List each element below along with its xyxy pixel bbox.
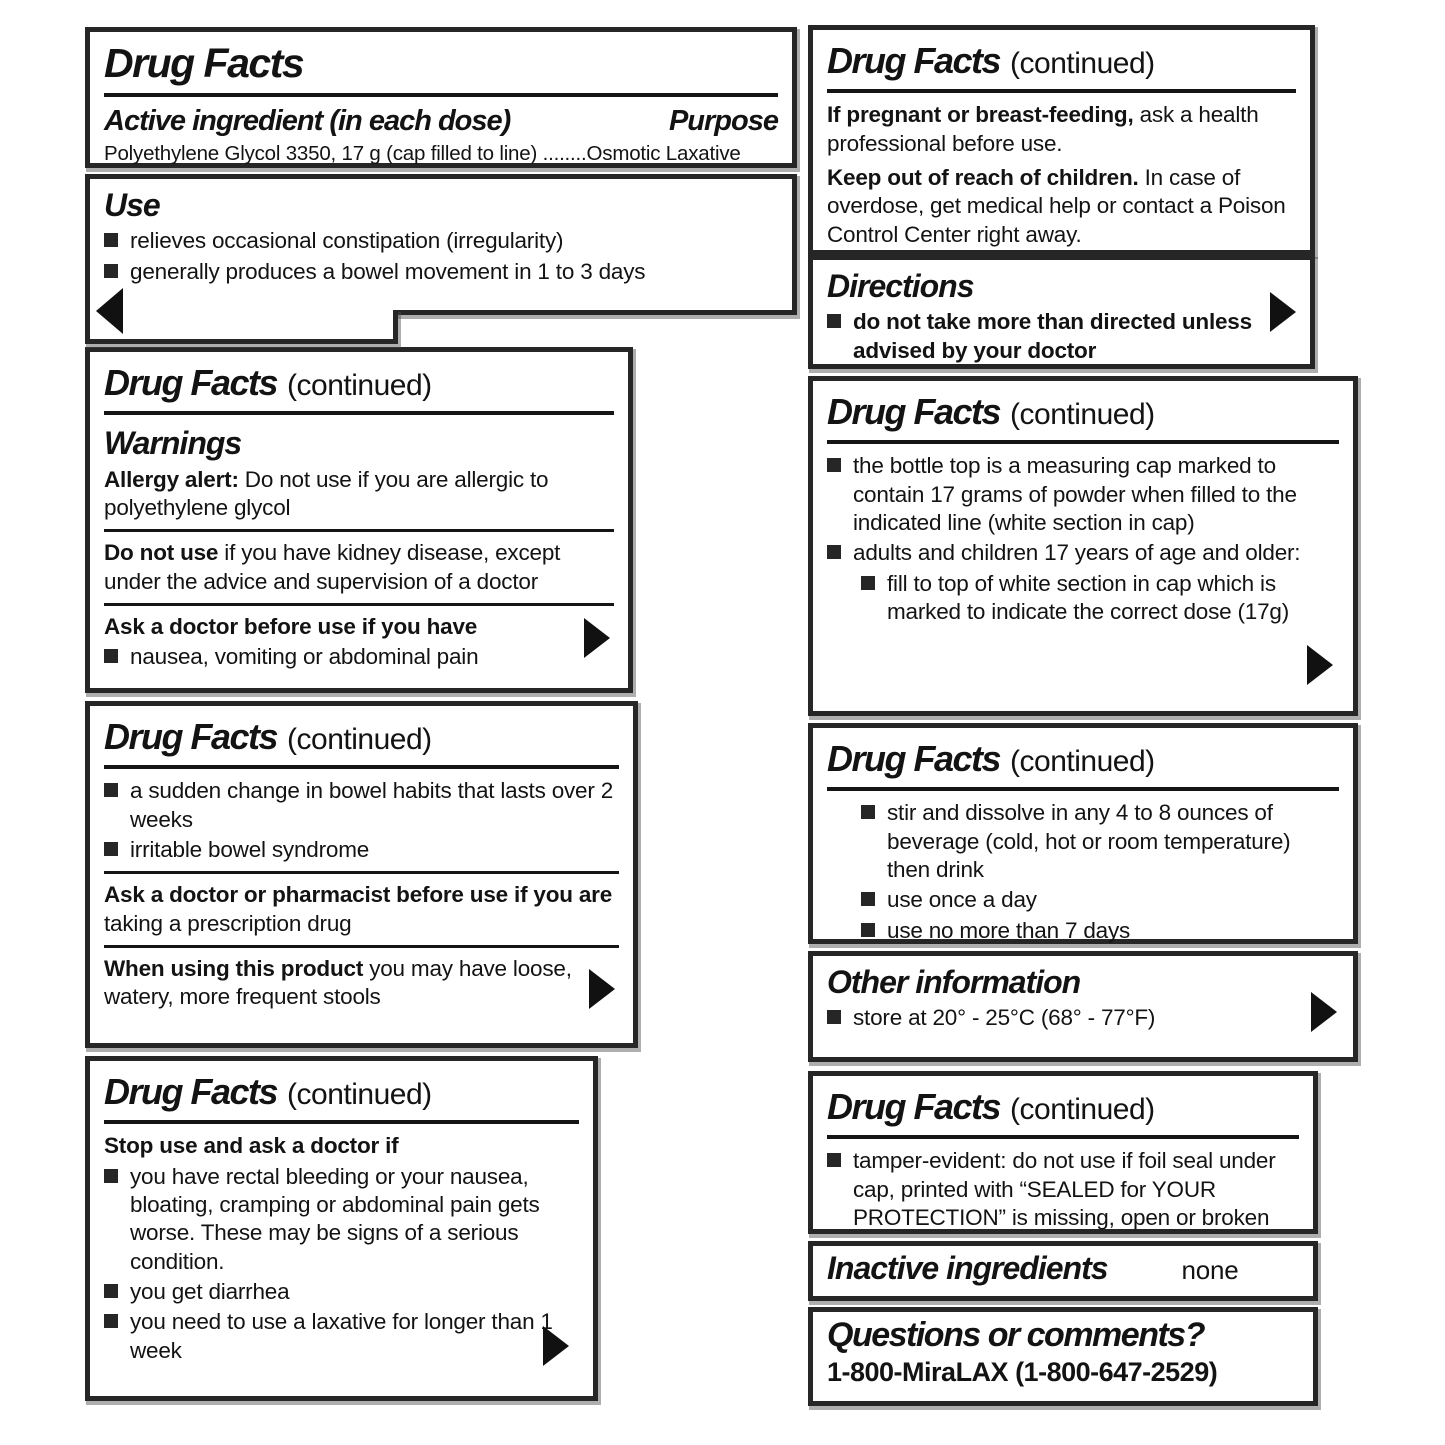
panel-use [85,174,797,315]
right-arrow-icon [589,969,615,1009]
right-arrow-icon [1311,992,1337,1032]
inactive-ingredients-title: Inactive ingredients [827,1250,1108,1286]
allergy-alert-text: Allergy alert: Do not use if you are allergic to polyethylene glycol [104,466,549,521]
header-rule [827,787,1339,791]
bullet-square-icon [827,1153,841,1167]
stir-bullet: stir and dissolve in any 4 to 8 ounces of beverage (cold, hot or room temperature) then drink [861,799,1339,884]
directions-title: Directions [827,268,974,304]
header-rule [104,765,619,769]
panel-inactive-ingredients [808,1241,1318,1301]
use-bullet: generally produces a bowel movement in 1 to 3 days [104,258,778,286]
use-title: Use [104,187,160,223]
panel-questions [808,1307,1318,1406]
section-rule [104,945,619,948]
bullet-square-icon [104,1314,118,1328]
directions-bullet: do not take more than directed unless advised by your doctor [827,308,1296,365]
other-information-title: Other information [827,964,1081,1000]
stop-use-text: Stop use and ask a doctor if [104,1133,399,1159]
panel-active-ingredient [85,27,797,168]
panel-tamper-evident [808,1071,1318,1234]
use-bullet: relieves occasional constipation (irregularity) [104,227,778,255]
stop-bullet: you have rectal bleeding or your nausea, bloating, cramping or abdominal pain gets worse. These may be signs of a serious condition. [104,1163,579,1276]
purpose-label: Purpose [668,105,778,137]
cap-bullet: the bottle top is a measuring cap marked to contain 17 grams of powder when filled to the indicated line (white section in cap) [827,452,1339,537]
bullet-square-icon [104,1284,118,1298]
bullet-square-icon [827,458,841,472]
panel-other-information [808,951,1358,1062]
do-not-use-text: Do not use if you have kidney disease, except under the advice and supervision of a doctor [104,540,561,594]
panel-pregnant [808,25,1315,255]
bullet-square-icon [104,1169,118,1183]
active-ingredient-label: Active ingredient (in each dose) [104,105,511,137]
cap-sub-bullet: fill to top of white section in cap which is marked to indicate the correct dose (17g) [861,570,1339,627]
keep-out-text: Keep out of reach of children. In case of overdose, get medical help or contact a Poison Control Center right away. [827,165,1286,247]
cap-bullet: adults and children 17 years of age and older: [827,539,1339,567]
bullet-square-icon [827,1010,841,1024]
panel-warnings [85,347,633,693]
stop-bullet: you need to use a laxative for longer than 1 week [104,1308,579,1365]
questions-title: Questions or comments? [827,1316,1204,1354]
bullet-square-icon [104,649,118,663]
warnings-bullet: nausea, vomiting or abdominal pain [104,643,614,671]
bullet-square-icon [827,545,841,559]
header-rule [104,93,778,97]
ask-doctor-text: Ask a doctor before use if you have [104,614,478,640]
drug-facts-header: Drug Facts (continued) [827,738,1155,779]
bullet-square-icon [861,805,875,819]
bullet-square-icon [104,842,118,856]
ask-bullet: irritable bowel syndrome [104,836,619,864]
header-rule [104,411,614,415]
when-using-text: When using this product you may have loose, watery, more frequent stools [104,956,572,1010]
drug-facts-header: Drug Facts (continued) [827,391,1155,432]
panel-stir-dissolve [808,723,1358,944]
right-arrow-icon [584,618,610,658]
drug-facts-header: Drug Facts (continued) [104,1071,432,1112]
stir-bullet: use once a day [861,886,1339,914]
storage-bullet: store at 20° - 25°C (68° - 77°F) [827,1004,1339,1032]
drug-facts-header: Drug Facts (continued) [104,716,432,757]
stir-bullet: use no more than 7 days [861,917,1339,945]
section-rule [104,529,614,532]
bullet-square-icon [861,892,875,906]
stop-bullet: you get diarrhea [104,1278,579,1306]
drug-facts-header: Drug Facts (continued) [827,1086,1155,1127]
section-rule [104,603,614,606]
right-arrow-icon [543,1326,569,1366]
bullet-square-icon [861,576,875,590]
panel-measuring-cap [808,376,1358,716]
header-rule [104,1120,579,1124]
panel-use-extension [85,310,398,344]
drug-facts-header: Drug Facts (continued) [827,40,1155,81]
ingredient-line: Polyethylene Glycol 3350, 17 g (cap filled to line) ........Osmotic Laxative [104,142,741,165]
ask-bullet: a sudden change in bowel habits that lasts over 2 weeks [104,777,619,834]
tamper-bullet: tamper-evident: do not use if foil seal under cap, printed with “SEALED for YOUR PROTECTION” is missing, open or broken [827,1147,1299,1232]
right-arrow-icon [1307,645,1333,685]
header-rule [827,1135,1299,1139]
pharmacist-text: Ask a doctor or pharmacist before use if you are taking a prescription drug [104,882,613,936]
panel-directions [808,255,1315,369]
drug-facts-header [104,40,778,87]
left-arrow-icon [96,288,123,334]
bullet-square-icon [104,264,118,278]
section-rule [104,871,619,874]
drug-facts-title: Drug Facts [104,40,304,86]
phone-number: 1-800-MiraLAX (1-800-647-2529) [827,1357,1218,1387]
bullet-square-icon [104,233,118,247]
warnings-title: Warnings [104,425,242,462]
bullet-square-icon [104,783,118,797]
bullet-square-icon [827,314,841,328]
right-arrow-icon [1270,292,1296,332]
header-rule [827,440,1339,444]
header-rule [827,89,1296,93]
panel-stop-use [85,1056,598,1401]
drug-facts-header: Drug Facts (continued) [104,362,432,403]
panel-ask-pharmacist [85,701,638,1048]
inactive-ingredients-value: none [1181,1255,1239,1285]
bullet-square-icon [861,923,875,937]
pregnant-text: If pregnant or breast-feeding, ask a health professional before use. [827,102,1259,156]
